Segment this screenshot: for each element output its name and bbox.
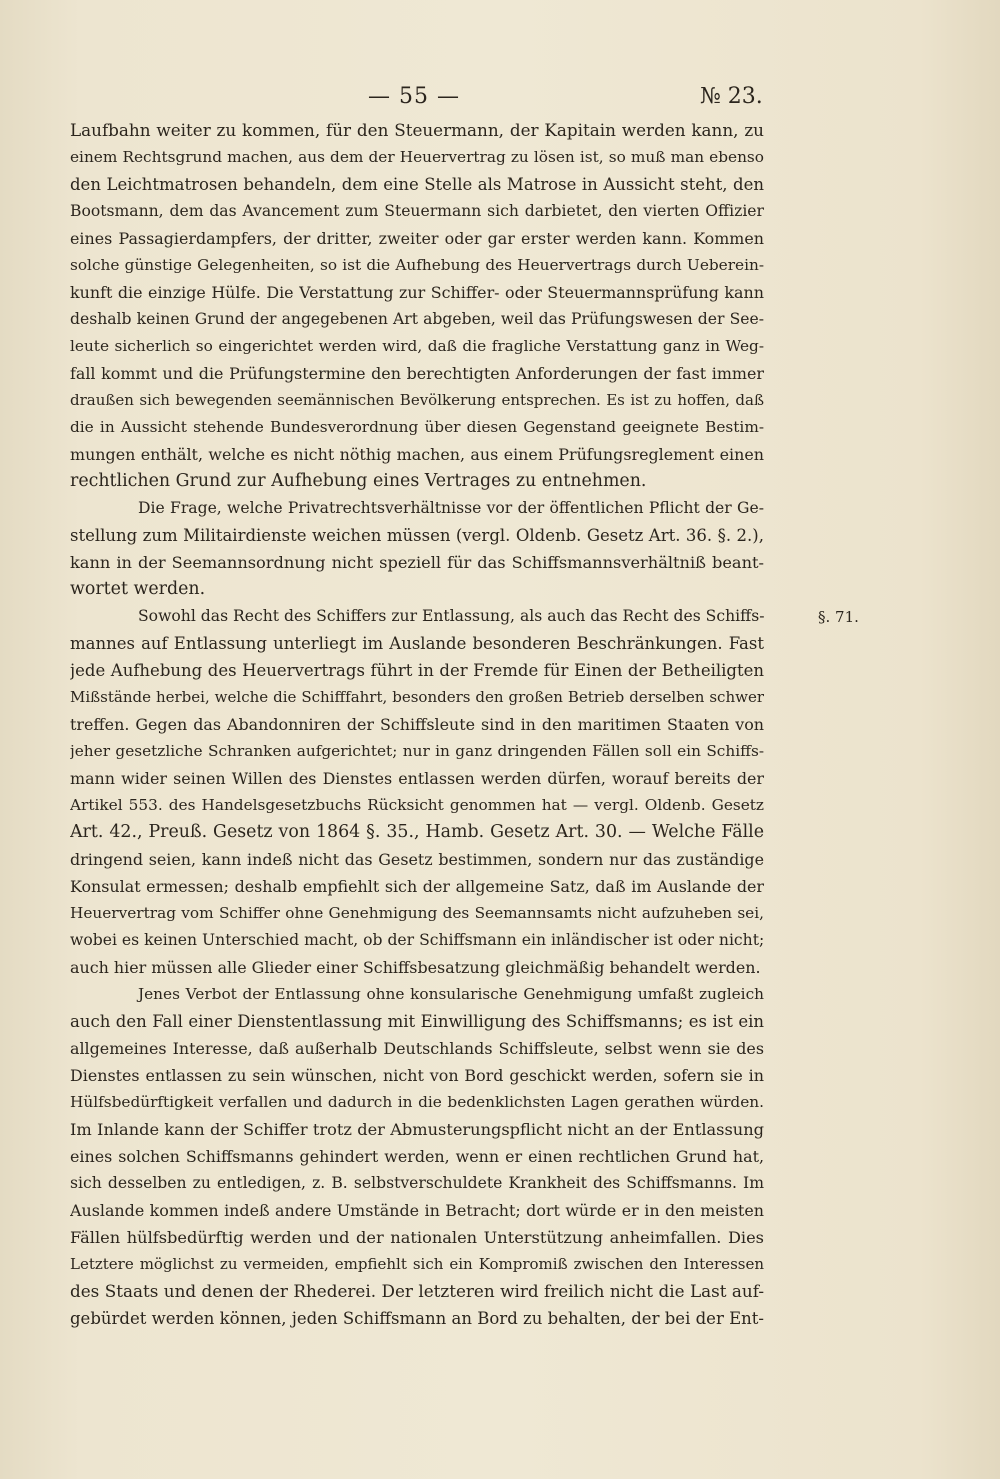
text-line: Letztere möglichst zu vermeiden, empfiehlt sich ein Kompromiß zwischen den Interessen [70, 1255, 764, 1273]
text-line: Heuervertrag vom Schiffer ohne Genehmigung des Seemannsamts nicht aufzuheben sei, [70, 904, 764, 922]
text-line: mungen enthält, welche es nicht nöthig machen, aus einem Prüfungsreglement einen [70, 445, 764, 464]
text-line: wobei es keinen Unterschied macht, ob der Schiffsmann ein inländischer ist oder nicht; [70, 931, 764, 949]
text-line: jede Aufhebung des Heuervertrags führt in der Fremde für Einen der Betheiligten [70, 661, 764, 680]
text-line: eines Passagierdampfers, der dritter, zweiter oder gar erster werden kann. Kommen [70, 229, 764, 248]
text-line: treffen. Gegen das Abandonniren der Schiffsleute sind in den maritimen Staaten von [70, 715, 764, 734]
text-line: Jenes Verbot der Entlassung ohne konsularische Genehmigung umfaßt zugleich [138, 985, 764, 1003]
text-line: Art. 42., Preuß. Gesetz von 1864 §. 35., Hamb. Gesetz Art. 30. — Welche Fälle [70, 822, 764, 842]
text-line: dringend seien, kann indeß nicht das Gesetz bestimmen, sondern nur das zuständige [70, 850, 764, 869]
text-line: allgemeines Interesse, daß außerhalb Deutschlands Schiffsleute, selbst wenn sie des [70, 1039, 764, 1058]
text-line: den Leichtmatrosen behandeln, dem eine Stelle als Matrose in Aussicht steht, den [70, 175, 764, 194]
text-line: kunft die einzige Hülfe. Die Verstattung zur Schiffer- oder Steuermannsprüfung kann [70, 283, 764, 302]
text-line: Bootsmann, dem das Avancement zum Steuermann sich darbietet, den vierten Offizier [70, 202, 764, 220]
document-number: № 23. [700, 84, 763, 109]
text-line: auch den Fall einer Dienstentlassung mit Einwilligung des Schiffsmanns; es ist ein [70, 1012, 764, 1031]
text-line: Sowohl das Recht des Schiffers zur Entlassung, als auch das Recht des Schiffs- [138, 607, 764, 625]
text-line: solche günstige Gelegenheiten, so ist die Aufhebung des Heuervertrags durch Ueberein- [70, 256, 764, 274]
page-number: — 55 — [368, 84, 460, 109]
text-line: Mißstände herbei, welche die Schifffahrt, besonders den großen Betrieb derselben schwer [70, 688, 764, 706]
body-text [70, 117, 764, 1332]
text-line: jeher gesetzliche Schranken aufgerichtet; nur in ganz dringenden Fällen soll ein Schiffs- [70, 742, 764, 760]
text-line: Im Inlande kann der Schiffer trotz der Abmusterungspflicht nicht an der Entlassung [70, 1120, 764, 1139]
text-line: Auslande kommen indeß andere Umstände in Betracht; dort würde er in den meisten [70, 1201, 764, 1220]
text-line: des Staats und denen der Rhederei. Der letzteren wird freilich nicht die Last auf- [70, 1281, 764, 1301]
text-line: mannes auf Entlassung unterliegt im Auslande besonderen Beschränkungen. Fast [70, 634, 764, 653]
text-line: gebürdet werden können, jeden Schiffsmann an Bord zu behalten, der bei der Ent- [70, 1309, 764, 1328]
text-line: Konsulat ermessen; deshalb empfiehlt sich der allgemeine Satz, daß im Auslande der [70, 877, 764, 896]
text-line: die in Aussicht stehende Bundesverordnung über diesen Gegenstand geeignete Bestim- [70, 418, 764, 436]
text-line: Hülfsbedürftigkeit verfallen und dadurch in die bedenklichsten Lagen gerathen würden. [70, 1093, 764, 1111]
text-line: eines solchen Schiffsmanns gehindert werden, wenn er einen rechtlichen Grund hat, [70, 1147, 764, 1166]
text-line: rechtlichen Grund zur Aufhebung eines Vertrages zu entnehmen. [70, 471, 647, 491]
text-line: kann in der Seemannsordnung nicht speziell für das Schiffsmannsverhältniß beant- [70, 553, 764, 572]
text-line: leute sicherlich so eingerichtet werden wird, daß die fragliche Verstattung ganz in Weg- [70, 337, 764, 355]
text-line: stellung zum Militairdienste weichen müssen (vergl. Oldenb. Gesetz Art. 36. §. 2.), [70, 526, 764, 545]
text-line: fall kommt und die Prüfungstermine den berechtigten Anforderungen der fast immer [70, 364, 764, 383]
text-line: wortet werden. [70, 579, 206, 599]
text-line: Dienstes entlassen zu sein wünschen, nicht von Bord geschickt werden, sofern sie in [70, 1066, 764, 1085]
text-line: auch hier müssen alle Glieder einer Schiffsbesatzung gleichmäßig behandelt werden. [70, 958, 761, 977]
text-line: einem Rechtsgrund machen, aus dem der Heuervertrag zu lösen ist, so muß man ebenso [70, 148, 764, 166]
text-line: Artikel 553. des Handelsgesetzbuchs Rücksicht genommen hat — vergl. Oldenb. Gesetz [70, 796, 764, 814]
text-line: draußen sich bewegenden seemännischen Bevölkerung entsprechen. Es ist zu hoffen, daß [70, 391, 764, 409]
margin-note-paragraph-ref: §. 71. [818, 608, 859, 626]
text-line: mann wider seinen Willen des Dienstes entlassen werden dürfen, worauf bereits der [70, 769, 764, 788]
page-header [0, 84, 1000, 114]
text-line: Die Frage, welche Privatrechtsverhältnisse vor der öffentlichen Pflicht der Ge- [138, 499, 764, 517]
text-line: Fällen hülfsbedürftig werden und der nationalen Unterstützung anheimfallen. Dies [70, 1228, 764, 1247]
text-line: deshalb keinen Grund der angegebenen Art abgeben, weil das Prüfungswesen der See- [70, 310, 764, 328]
text-line: Laufbahn weiter zu kommen, für den Steuermann, der Kapitain werden kann, zu [70, 120, 764, 140]
text-line: sich desselben zu entledigen, z. B. selbstverschuldete Krankheit des Schiffsmanns. Im [70, 1174, 764, 1192]
